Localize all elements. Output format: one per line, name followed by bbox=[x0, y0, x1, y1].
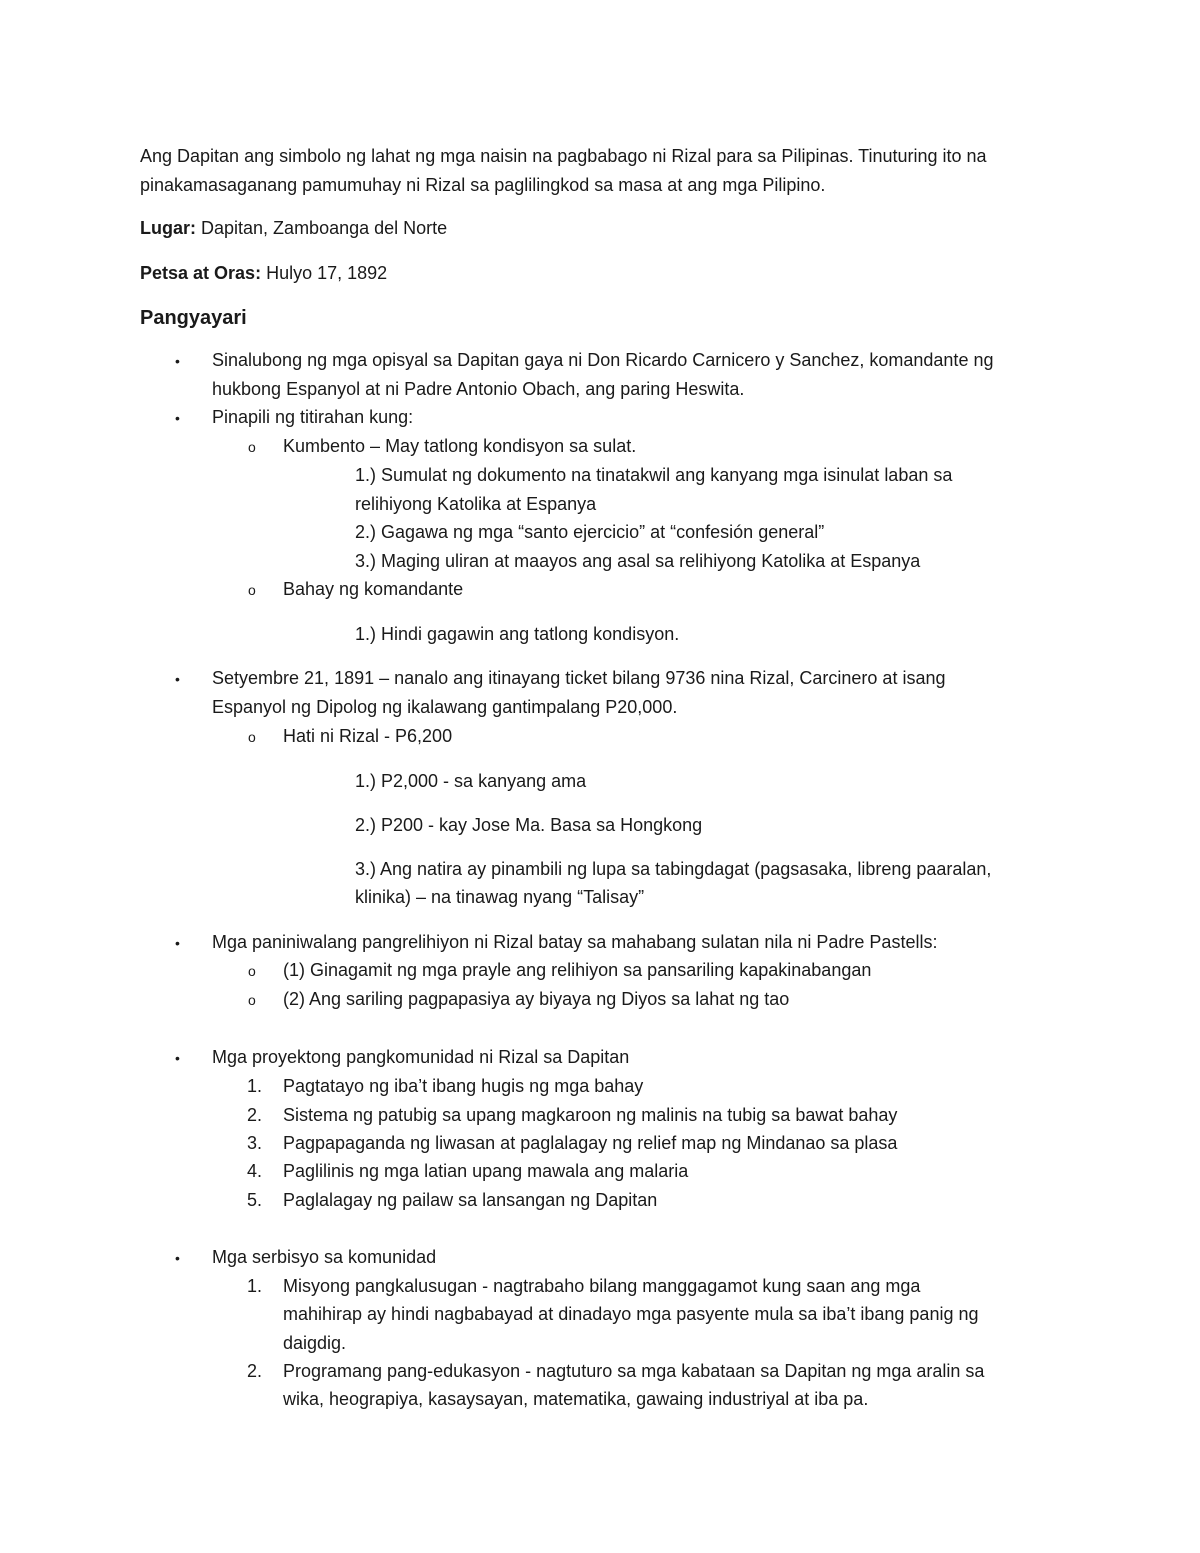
circle-marker: o bbox=[248, 992, 256, 1008]
b2-cond-1a: 1.) Sumulat ng dokumento na tinatakwil ang kanyang mga isinulat laban sa bbox=[355, 465, 953, 485]
b1-line-2: hukbong Espanyol at ni Padre Antonio Obach, ang paring Heswita. bbox=[212, 379, 745, 399]
b5-text: Mga proyektong pangkomunidad ni Rizal sa Dapitan bbox=[212, 1047, 630, 1067]
lugar-label: Lugar: bbox=[140, 218, 196, 238]
b4-text: Mga paniniwalang pangrelihiyon ni Rizal batay sa mahabang sulatan nila ni Padre Pastells: bbox=[212, 932, 938, 952]
b4-s2: (2) Ang sariling pagpapasiya ay biyaya ng Diyos sa lahat ng tao bbox=[283, 989, 790, 1009]
bullet-marker: • bbox=[175, 410, 180, 426]
list-item-number: 2. bbox=[247, 1361, 263, 1381]
b6-i1c: daigdig. bbox=[283, 1333, 347, 1353]
b3-line-2: Espanyol ng Dipolog ng ikalawang gantimpalang P20,000. bbox=[212, 697, 678, 717]
b2-text: Pinapili ng titirahan kung: bbox=[212, 407, 414, 427]
list-item-number: 5. bbox=[247, 1190, 263, 1210]
list-item: Pagtatayo ng iba’t ibang hugis ng mga bahay bbox=[283, 1076, 644, 1096]
bullet-marker: • bbox=[175, 1250, 180, 1266]
b6-i1a: Misyong pangkalusugan - nagtrabaho bilang manggagamot kung saan ang mga bbox=[283, 1276, 921, 1296]
section-heading: Pangyayari bbox=[140, 307, 247, 329]
lugar-value: Dapitan, Zamboanga del Norte bbox=[201, 218, 448, 238]
b3-e1: 1.) P2,000 - sa kanyang ama bbox=[355, 771, 587, 791]
b3-line-1: Setyembre 21, 1891 – nanalo ang itinayang ticket bilang 9736 nina Rizal, Carcinero at isang bbox=[212, 668, 946, 688]
b2-cond-2: 2.) Gagawa ng mga “santo ejercicio” at “confesión general” bbox=[355, 522, 825, 542]
b2-sub-1: Kumbento – May tatlong kondisyon sa sulat. bbox=[283, 436, 637, 456]
b2-d1: 1.) Hindi gagawin ang tatlong kondisyon. bbox=[355, 624, 680, 644]
list-item: Pagpapaganda ng liwasan at paglalagay ng relief map ng Mindanao sa plasa bbox=[283, 1133, 898, 1153]
b6-i1b: mahihirap ay hindi nagbabayad at dinadayo mga pasyente mula sa iba’t ibang panig ng bbox=[283, 1304, 979, 1324]
list-item-number: 1. bbox=[247, 1076, 263, 1096]
circle-marker: o bbox=[248, 582, 256, 598]
list-item-number: 4. bbox=[247, 1161, 263, 1181]
list-item: Sistema ng patubig sa upang magkaroon ng malinis na tubig sa bawat bahay bbox=[283, 1105, 898, 1125]
b1-line-1: Sinalubong ng mga opisyal sa Dapitan gaya ni Don Ricardo Carnicero y Sanchez, komandante ng bbox=[212, 350, 994, 370]
intro-line-2: pinakamasaganang pamumuhay ni Rizal sa paglilingkod sa masa at ang mga Pilipino. bbox=[140, 175, 826, 195]
petsa-label: Petsa at Oras: bbox=[140, 263, 262, 283]
circle-marker: o bbox=[248, 439, 256, 455]
b3-e2: 2.) P200 - kay Jose Ma. Basa sa Hongkong bbox=[355, 815, 703, 835]
bullet-marker: • bbox=[175, 671, 180, 687]
bullet-marker: • bbox=[175, 353, 180, 369]
bullet-marker: • bbox=[175, 1050, 180, 1066]
b3-sub: Hati ni Rizal - P6,200 bbox=[283, 726, 453, 746]
list-item-number: 2. bbox=[247, 1105, 263, 1125]
b4-s1: (1) Ginagamit ng mga prayle ang relihiyon sa pansariling kapakinabangan bbox=[283, 960, 872, 980]
b3-e3a: 3.) Ang natira ay pinambili ng lupa sa tabingdagat (pagsasaka, libreng paaralan, bbox=[355, 859, 992, 879]
list-item: Paglalagay ng pailaw sa lansangan ng Dapitan bbox=[283, 1190, 658, 1210]
bullet-marker: • bbox=[175, 935, 180, 951]
b2-cond-1b: relihiyong Katolika at Espanya bbox=[355, 494, 597, 514]
petsa-value: Hulyo 17, 1892 bbox=[266, 263, 388, 283]
list-item: Paglilinis ng mga latian upang mawala ang malaria bbox=[283, 1161, 689, 1181]
b2-cond-3: 3.) Maging uliran at maayos ang asal sa relihiyong Katolika at Espanya bbox=[355, 551, 921, 571]
lugar-line bbox=[140, 219, 447, 237]
b2-sub-2: Bahay ng komandante bbox=[283, 579, 464, 599]
b6-text: Mga serbisyo sa komunidad bbox=[212, 1247, 437, 1267]
circle-marker: o bbox=[248, 963, 256, 979]
list-item-number: 3. bbox=[247, 1133, 263, 1153]
circle-marker: o bbox=[248, 729, 256, 745]
b3-e3b: klinika) – na tinawag nyang “Talisay” bbox=[355, 887, 645, 907]
b6-i2a: Programang pang-edukasyon - nagtuturo sa mga kabataan sa Dapitan ng mga aralin sa bbox=[283, 1361, 985, 1381]
intro-line-1: Ang Dapitan ang simbolo ng lahat ng mga naisin na pagbabago ni Rizal para sa Pilipinas. Tinuturing ito na bbox=[140, 146, 987, 166]
b6-i2b: wika, heograpiya, kasaysayan, matematika, gawaing industriyal at iba pa. bbox=[283, 1389, 869, 1409]
list-item-number: 1. bbox=[247, 1276, 263, 1296]
petsa-line bbox=[140, 264, 387, 282]
